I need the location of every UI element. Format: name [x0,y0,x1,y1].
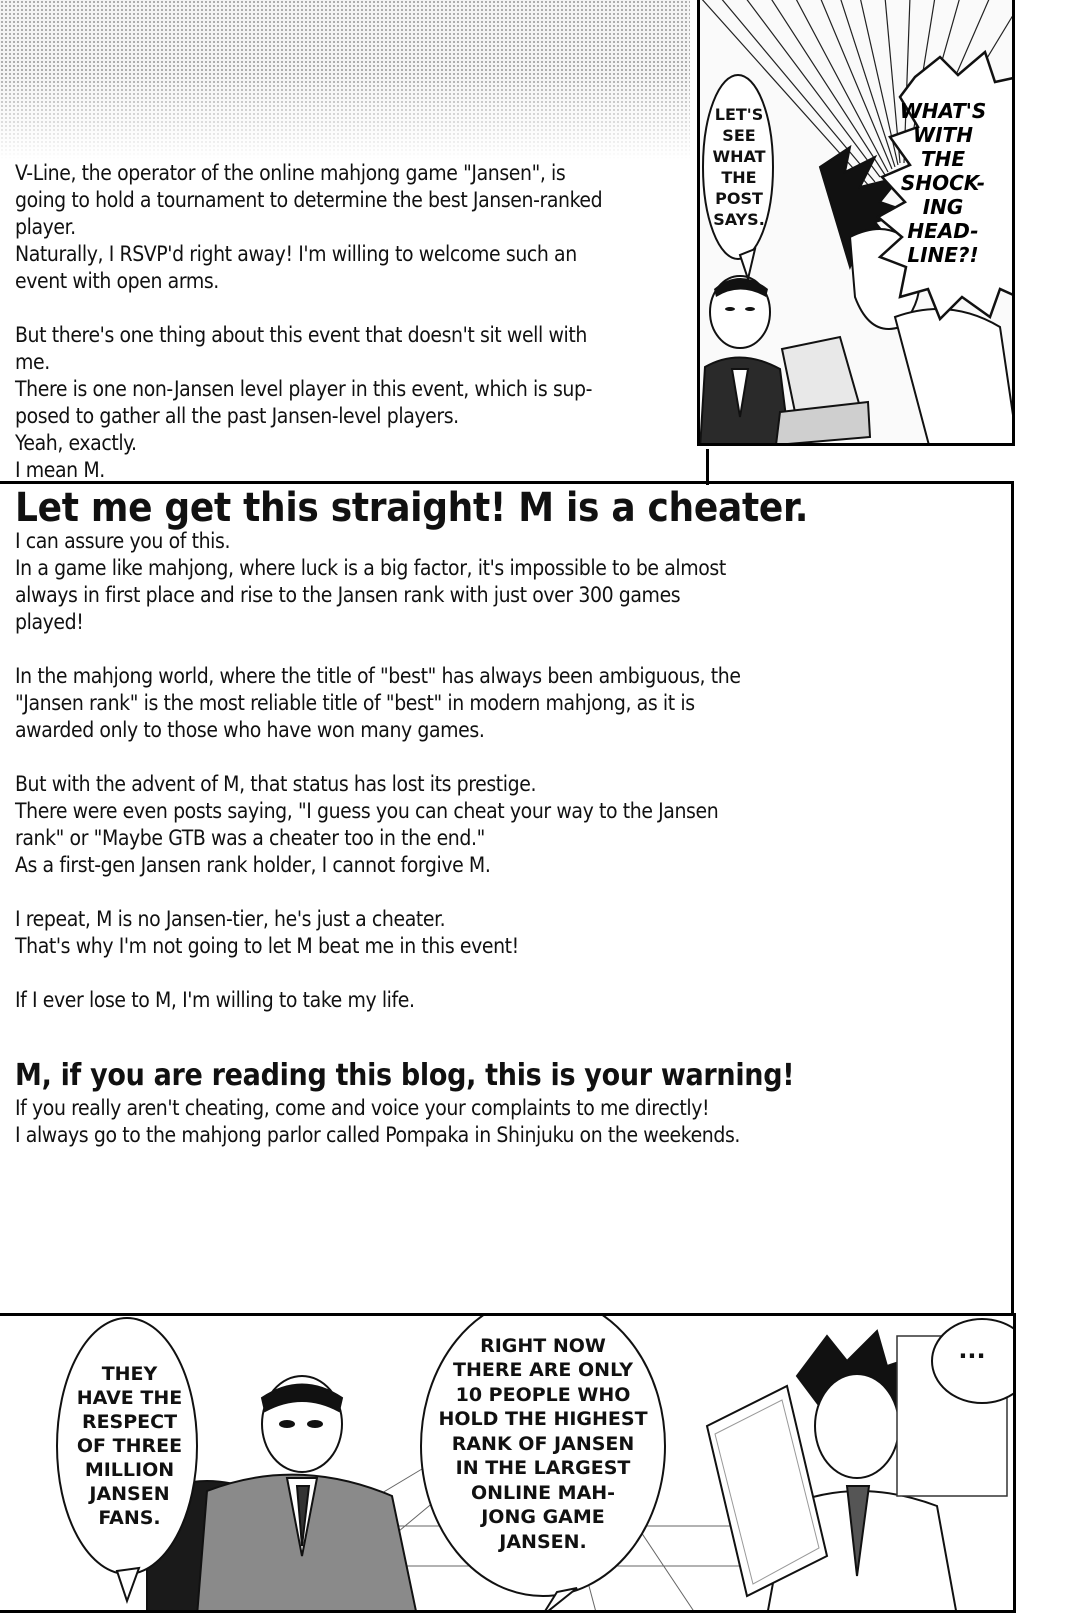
manga-panel-top-right [697,0,1015,446]
blog-paragraph: There were even posts saying, "I guess you can cheat your way to the Jansen rank" or "Maybe GTB was a cheater too in the end." [15,799,719,850]
manga-panel-bottom [0,1313,1016,1613]
blog-paragraph [15,744,915,771]
blog-paragraph: If you really aren't cheating, come and voice your complaints to me directly! [15,1096,710,1120]
speech-bubble-ellipsis: ... [958,1336,986,1364]
blog-paragraph: I can assure you of this. [15,529,231,553]
blog-paragraph: But with the advent of M, that status has lost its prestige. [15,772,537,796]
blog-body [15,528,915,1014]
blog-paragraph: Yeah, exactly. [15,431,137,455]
blog-paragraph [15,879,915,906]
blog-paragraph: If I ever lose to M, I'm willing to take my life. [15,988,415,1012]
speech-bubble-lets-see: LET'S SEE WHAT THE POST SAYS. [712,105,766,229]
blog-paragraph: As a first-gen Jansen rank holder, I cannot forgive M. [15,853,491,877]
blog-intro [15,160,675,484]
screentone-background [0,0,690,160]
blog-paragraph: But there's one thing about this event that doesn't sit well with me. [15,323,587,374]
blog-paragraph: In a game like mahjong, where luck is a big factor, it's impossible to be almost always in first place and rise to the Jansen rank with just over 300 games played! [15,556,726,634]
blog-paragraph: V-Line, the operator of the online mahjong game "Jansen", is going to hold a tournament to determine the best Jansen-ranked player. [15,161,603,239]
blog-headline: Let me get this straight! M is a cheater. [15,485,809,531]
panel-border [706,449,709,485]
blog-paragraph: There is one non-Jansen level player in this event, which is sup- posed to gather all the past Jansen-level players. [15,377,592,428]
blog-paragraph [15,295,675,322]
speech-bubble-jansen-rank-holders: RIGHT NOW THERE ARE ONLY 10 PEOPLE WHO HOLD THE HIGHEST RANK OF JANSEN IN THE LARGEST ONLINE MAH- JONG GAME JANSEN. [438,1334,648,1553]
speech-bubble-three-million-fans: THEY HAVE THE RESPECT OF THREE MILLION JANSEN FANS. [76,1363,183,1529]
blog-subhead: M, if you are reading this blog, this is your warning! [15,1058,795,1093]
blog-paragraph: I mean M. [15,458,105,482]
shout-text-shocking-headline: WHAT'S WITH THE SHOCK- ING HEAD- LINE?! [899,99,987,267]
blog-paragraph: I repeat, M is no Jansen-tier, he's just a cheater. [15,907,446,931]
blog-paragraph: Naturally, I RSVP'd right away! I'm willing to welcome such an event with open arms. [15,242,577,293]
blog-paragraph: In the mahjong world, where the title of "best" has always been ambiguous, the "Jansen rank" is the most reliable title of "best" in modern mahjong, as it is awarded only to those who have won many games. [15,664,741,742]
blog-paragraph: I always go to the mahjong parlor called Pompaka in Shinjuku on the weekends. [15,1123,741,1147]
blog-paragraph [15,636,915,663]
blog-paragraph [15,960,915,987]
blog-paragraph: That's why I'm not going to let M beat me in this event! [15,934,519,958]
blog-closing [15,1095,915,1149]
